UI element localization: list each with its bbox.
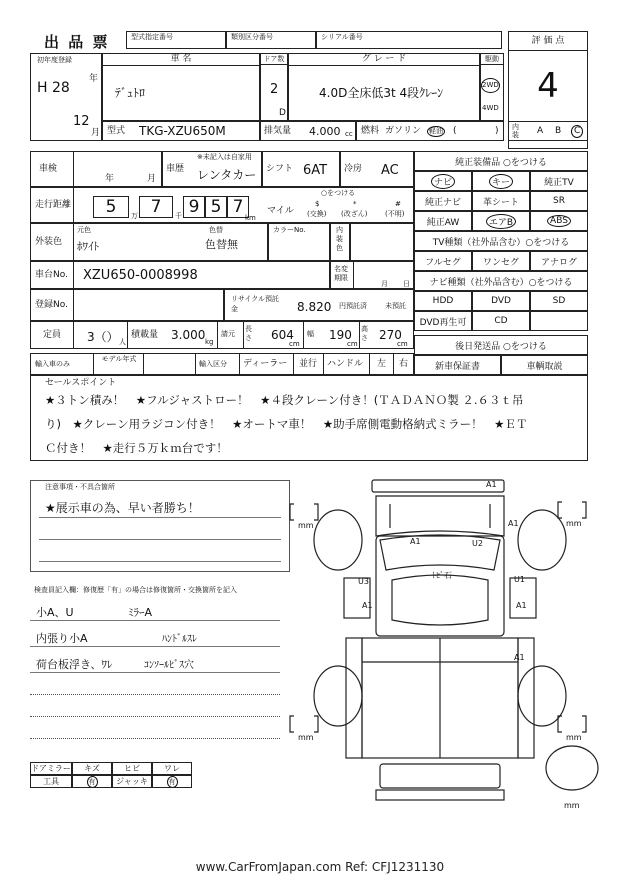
- equip-navi-label: ナビ: [431, 174, 455, 189]
- equip-key-label: キー: [489, 174, 513, 189]
- mm-rear-left: mm: [298, 733, 314, 742]
- vehicle-diagram: [280, 474, 600, 814]
- caution-text: ★展示車の為、早い者勝ち！: [45, 501, 200, 515]
- interior-b: B: [555, 126, 562, 136]
- importer-label: 輸入車のみ: [35, 360, 70, 368]
- capacity-label: 定員: [43, 330, 62, 340]
- drive-2wd: 2WD: [481, 78, 500, 93]
- damage-mark-right-front: A1: [508, 519, 519, 528]
- width-label: 幅: [307, 330, 314, 338]
- interior-cell: [508, 121, 588, 141]
- width-cm: cm: [347, 340, 358, 348]
- doors-value: 2: [270, 82, 279, 97]
- first-reg-label: 初年度登録: [37, 56, 72, 64]
- inspector-label: 検査員記入欄：修復歴「有」の場合は修復箇所・交換箇所を記入: [34, 586, 237, 594]
- sales-label: セールスポイント: [45, 378, 117, 388]
- serial-label: シリアル番号: [321, 33, 363, 41]
- claim-label: 請元: [221, 330, 235, 338]
- first-reg-month: 12: [73, 114, 90, 129]
- load-value: 3.000: [171, 328, 206, 342]
- mileage-circle-note: ○をつける: [321, 189, 356, 197]
- recycle-cell: [224, 289, 414, 321]
- doors-label: ドア数: [261, 55, 287, 65]
- navi-title: ナビ種類（社外品含む）○をつける: [414, 271, 588, 291]
- ac-cell: [340, 151, 414, 187]
- usage-cell: [162, 151, 262, 187]
- mileage-digit-4: 5: [205, 196, 227, 218]
- inspector-rule-6: [30, 738, 280, 739]
- fuel-paren-close: ): [495, 126, 499, 136]
- color-label: 外装色: [35, 237, 63, 247]
- import-parallel: 並行: [299, 359, 318, 369]
- handle-left: 左: [377, 359, 387, 369]
- color-original-label: 元色: [77, 226, 91, 234]
- legend-jack-value: [152, 775, 192, 788]
- inspector-rule-4: [30, 694, 280, 695]
- fuel-paren-open: (: [453, 126, 457, 136]
- inspector-rule-5: [30, 716, 280, 717]
- serial-box: [316, 31, 502, 49]
- legend-jack-value-label: 有: [168, 777, 176, 786]
- color-cell: [30, 223, 268, 261]
- usage-note: ※未記入は自家用: [197, 153, 252, 161]
- equip-tv: 純正TV: [530, 171, 588, 191]
- equip-airbag: [472, 211, 530, 231]
- displacement-cell: [260, 121, 356, 141]
- mileage-digit-2: 7: [139, 196, 173, 218]
- sales-line-2: り) ★クレーン用ラジコン付き！ ★オートマ車！ ★助手席側電動格納式ミラー！ ★ＥＴ: [45, 417, 528, 431]
- recycle-unit: 円預託済: [339, 302, 367, 310]
- navi-sd: SD: [530, 291, 588, 311]
- docs-manual: 車輌取説: [501, 355, 588, 375]
- shift-cell: [262, 151, 340, 187]
- chassis-cell: [30, 261, 330, 289]
- fuel-diesel: 軽油: [429, 127, 443, 135]
- inspector-rule-2: [30, 646, 280, 647]
- height-value: 270: [379, 328, 402, 342]
- drive-4wd: 4WD: [482, 104, 499, 112]
- fuel-gasoline: ガソリン: [385, 126, 422, 136]
- navi-cd: CD: [472, 311, 530, 331]
- docs-title: 後日発送品 ○をつける: [414, 335, 588, 355]
- recycle-value: 8.820: [297, 300, 332, 314]
- navi-hdd: HDD: [414, 291, 472, 311]
- color-no-label: カラーNo.: [273, 226, 306, 234]
- sales-line-3: Ｃ付き！ ★走行５万ｋｍ台です！: [45, 441, 228, 455]
- grade-label: グ レ ー ド: [289, 54, 479, 66]
- damage-mark-right-panel: A1: [516, 601, 527, 610]
- legend-crack: ヒビ: [112, 762, 152, 775]
- damage-mark-hood: A1: [410, 537, 421, 546]
- score-value: 4: [537, 66, 559, 106]
- mm-rear-right: mm: [566, 733, 582, 742]
- interior-color-label: 内装色: [336, 226, 343, 252]
- registration-label: 登録No.: [35, 300, 68, 310]
- width-value: 190: [329, 328, 352, 342]
- color-original: ﾎﾜｲﾄ: [77, 240, 99, 253]
- mileage-km: km: [245, 214, 256, 222]
- damage-mark-bumper: A1: [486, 480, 497, 489]
- inspector-rule-3: [30, 672, 280, 673]
- fuel-cell: [356, 121, 504, 141]
- equipment-title: 純正装備品 ○をつける: [414, 151, 588, 171]
- watermark: www.CarFromJapan.com Ref: CFJ1231130: [195, 860, 445, 874]
- equip-abs: [530, 211, 588, 231]
- legend-tools: 工具: [30, 775, 72, 788]
- sheet-title: 出 品 票: [44, 33, 110, 51]
- inspector-line-1-b: ﾐﾗｰA: [128, 606, 153, 619]
- equip-oem-navi: 純正ナビ: [414, 191, 472, 211]
- model-cell: [102, 121, 260, 141]
- shift-label: シフト: [266, 164, 294, 174]
- name-change-label: 名変期限: [334, 265, 348, 282]
- legend-mirror: ドアミラー: [31, 764, 71, 773]
- damage-mark-windshield-right: U2: [472, 539, 483, 548]
- displacement-cc: cc: [345, 130, 353, 138]
- grade-value: 4.0D全床低3t 4段ｸﾚｰﾝ: [319, 86, 444, 100]
- doors-sub: D: [279, 108, 286, 118]
- equip-sr: SR: [530, 191, 588, 211]
- mileage-tampered-sym: *: [353, 200, 357, 208]
- interior-color-value: [350, 223, 414, 261]
- year-suffix: 年: [89, 74, 99, 84]
- recycle-not: 未預託: [385, 302, 406, 310]
- navi-dvd-play: DVD再生可: [414, 311, 472, 331]
- capacity-value: 3（）: [87, 330, 119, 344]
- doors-cell: [260, 53, 288, 121]
- length-label: 長さ: [245, 325, 252, 342]
- shift-value: 6AT: [303, 163, 328, 178]
- ac-label: 冷房: [344, 164, 363, 174]
- inspection-label: 車検: [39, 164, 58, 174]
- legend-tools-value-label: 有: [88, 777, 96, 786]
- name-change-month: 月: [381, 280, 388, 288]
- inspector-line-3-a: 荷台板浮き、ﾜﾚ: [36, 658, 113, 671]
- name-change-day: 日: [403, 280, 410, 288]
- tv-oneseg: ワンセグ: [472, 251, 530, 271]
- mileage-digit-1: 5: [93, 196, 129, 218]
- equip-aw: 純正AW: [414, 211, 472, 231]
- damage-mark-left-panel: A1: [362, 601, 373, 610]
- chassis-value: XZU650-0008998: [83, 268, 198, 283]
- length-cm: cm: [289, 340, 300, 348]
- car-name: ﾃﾞｭﾄﾛ: [115, 86, 146, 100]
- type-no-label: 型式指定番号: [131, 33, 173, 41]
- inspector-line-2-b: ﾊﾝﾄﾞﾙｽﾚ: [162, 634, 197, 645]
- equip-airbag-label: エアB: [486, 214, 516, 229]
- category-label: 類別区分番号: [231, 33, 273, 41]
- length-value: 604: [271, 328, 294, 342]
- inspection-cell: [30, 151, 162, 187]
- legend-break: ワレ: [152, 762, 192, 775]
- import-row: [30, 353, 414, 375]
- mileage-exchange: (交換): [307, 210, 327, 218]
- import-dealer: ディーラー: [243, 359, 288, 369]
- registration-cell: [30, 289, 224, 321]
- model-label: 型式: [107, 126, 126, 136]
- mm-spare: mm: [564, 801, 580, 810]
- handle-label: ハンドル: [327, 359, 364, 369]
- category-box: [226, 31, 316, 49]
- legend-scratch: キズ: [72, 762, 112, 775]
- mm-front-right: mm: [566, 519, 582, 528]
- legend-jack: ジャッキ: [112, 775, 152, 788]
- name-change-cell: [330, 261, 414, 289]
- sales-box: [30, 375, 588, 461]
- equip-leather: 革シート: [472, 191, 530, 211]
- legend-table: [30, 762, 192, 788]
- navi-blank: [530, 311, 588, 331]
- first-registration-cell: [30, 53, 102, 141]
- mileage-unknown: (不明): [385, 210, 405, 218]
- damage-mark-left-door: U3: [358, 577, 369, 586]
- color-code-label: 色替: [209, 226, 223, 234]
- mileage-digit-3: 9: [183, 196, 205, 218]
- mileage-tampered: (改ざん): [341, 210, 368, 218]
- caution-label: 注意事項・不具合箇所: [45, 483, 115, 491]
- model-value: TKG-XZU650M: [139, 124, 226, 138]
- damage-mark-chip: ﾄﾋﾞ石: [432, 571, 452, 580]
- mileage-mile: マイル: [267, 206, 294, 216]
- inspection-year: 年: [105, 174, 115, 184]
- car-name-cell: [102, 53, 260, 121]
- mileage-unknown-sym: #: [395, 200, 401, 208]
- damage-mark-right-bed: A1: [514, 653, 525, 662]
- fuel-label: 燃料: [361, 126, 380, 136]
- interior-color-cell: [330, 223, 350, 261]
- mileage-exchange-sym: $: [315, 200, 320, 208]
- inspection-month: 月: [147, 174, 157, 184]
- displacement-value: 4.000: [309, 125, 341, 138]
- mm-front-left: mm: [298, 521, 314, 530]
- load-unit: kg: [205, 338, 214, 346]
- sales-line-1: ★３トン積み！ ★フルジャストロー！ ★４段クレーン付き！(ＴＡＤＡＮＯ製 ２.６３ｔ吊: [45, 393, 524, 407]
- recycle-label: リサイクル預託金: [231, 295, 280, 313]
- caution-box: [30, 480, 290, 572]
- inspector-line-3-b: ｺﾝｿｰﾙﾋﾞｽ穴: [144, 660, 194, 671]
- equip-navi: [414, 171, 472, 191]
- drive-cell: [480, 53, 504, 121]
- height-label: 高さ: [361, 325, 368, 342]
- ac-value: AC: [381, 163, 399, 178]
- grade-cell: [288, 53, 480, 121]
- interior-label: 内装: [512, 123, 519, 139]
- mileage-sen: 千: [175, 212, 182, 220]
- docs-warranty: 新車保証書: [414, 355, 501, 375]
- drive-label: 駆動: [481, 55, 503, 65]
- navi-dvd: DVD: [472, 291, 530, 311]
- first-reg-era: H 28: [37, 80, 70, 96]
- handle-right: 右: [399, 359, 409, 369]
- interior-a: A: [537, 126, 544, 136]
- color-code: 色替無: [205, 238, 238, 251]
- month-suffix: 月: [91, 128, 101, 138]
- equip-key: [472, 171, 530, 191]
- tv-title: TV種類（社外品含む）○をつける: [414, 231, 588, 251]
- mileage-man: 万: [131, 212, 138, 220]
- usage-value: レンタカー: [197, 168, 257, 182]
- damage-mark-right-door: U1: [514, 575, 525, 584]
- legend-tools-value: [72, 775, 112, 788]
- model-year-label: モデル年式: [101, 355, 137, 363]
- height-cm: cm: [397, 340, 408, 348]
- chassis-label: 車台No.: [35, 270, 68, 280]
- capacity-unit: 人: [119, 338, 126, 346]
- interior-c: C: [571, 125, 583, 138]
- color-no-cell: [268, 223, 330, 261]
- inspector-line-2-a: 内張り小A: [36, 632, 88, 645]
- capacity-row: [30, 321, 414, 349]
- import-type-label: 輸入区分: [199, 360, 227, 368]
- load-label: 積載量: [131, 330, 159, 340]
- inspector-line-1-a: 小A、U: [36, 606, 74, 619]
- usage-label: 車歴: [166, 164, 185, 174]
- score-label: 評 価 点: [531, 36, 565, 46]
- car-name-label: 車 名: [103, 54, 259, 66]
- inspector-rule-1: [30, 620, 280, 621]
- mileage-cell: [30, 187, 414, 223]
- type-no-box: [126, 31, 226, 49]
- tv-analog: アナログ: [530, 251, 588, 271]
- displacement-label: 排気量: [264, 126, 292, 136]
- tv-fullseg: フルセグ: [414, 251, 472, 271]
- mileage-digit-5: 7: [227, 196, 249, 218]
- equip-abs-label: ABS: [547, 215, 571, 227]
- mileage-label: 走行距離: [35, 200, 72, 210]
